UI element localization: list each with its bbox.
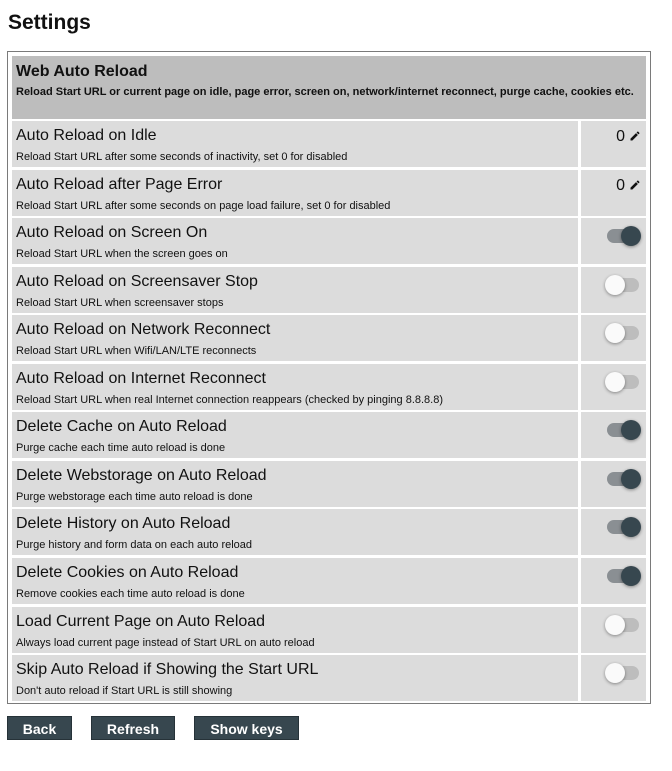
toggle-knob [605, 323, 625, 343]
toggle-switch[interactable] [605, 371, 641, 393]
setting-control-cell [581, 170, 646, 216]
setting-control-cell [581, 461, 646, 507]
toggle-switch[interactable] [605, 468, 641, 490]
toggle-switch[interactable] [605, 614, 641, 636]
setting-title: Delete Cookies on Auto Reload [16, 564, 239, 581]
setting-description: Reload Start URL after some seconds on page load failure, set 0 for disabled [16, 200, 391, 212]
setting-value[interactable]: 0 [616, 128, 625, 145]
setting-row-delete-cache-on-auto-reload[interactable] [12, 412, 646, 458]
setting-text [12, 558, 578, 604]
setting-control-cell [581, 267, 646, 313]
toggle-switch[interactable] [605, 516, 641, 538]
setting-title: Auto Reload on Screen On [16, 224, 208, 241]
web-auto-reload-panel [7, 51, 651, 704]
setting-text [12, 509, 578, 555]
setting-title: Auto Reload on Network Reconnect [16, 321, 271, 338]
setting-text [12, 655, 578, 701]
setting-row-auto-reload-on-internet-reconnect[interactable] [12, 364, 646, 410]
setting-title: Auto Reload on Internet Reconnect [16, 370, 266, 387]
setting-description: Always load current page instead of Start URL on auto reload [16, 637, 315, 649]
setting-description: Reload Start URL when Wifi/LAN/LTE reconnects [16, 345, 257, 357]
setting-text [12, 461, 578, 507]
toggle-knob [605, 663, 625, 683]
toggle-knob [621, 420, 641, 440]
toggle-switch[interactable] [605, 225, 641, 247]
setting-control-cell [581, 412, 646, 458]
toggle-knob [621, 517, 641, 537]
setting-control-cell [581, 558, 646, 604]
setting-control-cell [581, 121, 646, 167]
setting-value[interactable]: 0 [616, 177, 625, 194]
setting-row-load-current-page-on-auto-reload[interactable] [12, 607, 646, 653]
setting-description: Reload Start URL when screensaver stops [16, 297, 224, 309]
setting-control-cell [581, 607, 646, 653]
setting-row-delete-history-on-auto-reload[interactable] [12, 509, 646, 555]
pencil-icon[interactable] [629, 179, 641, 191]
back-button[interactable]: Back [7, 716, 72, 740]
setting-row-auto-reload-after-page-error[interactable] [12, 170, 646, 216]
setting-row-auto-reload-on-screensaver-stop[interactable] [12, 267, 646, 313]
setting-title: Skip Auto Reload if Showing the Start URL [16, 661, 319, 678]
setting-description: Reload Start URL after some seconds of inactivity, set 0 for disabled [16, 151, 348, 163]
setting-control-cell [581, 509, 646, 555]
setting-text [12, 412, 578, 458]
setting-text [12, 170, 578, 216]
section-description: Reload Start URL or current page on idle, page error, screen on, network/internet reconnect, purge cache, cookies etc. [16, 86, 634, 98]
setting-title: Delete Webstorage on Auto Reload [16, 467, 267, 484]
toggle-switch[interactable] [605, 274, 641, 296]
setting-row-delete-cookies-on-auto-reload[interactable] [12, 558, 646, 604]
toggle-switch[interactable] [605, 322, 641, 344]
setting-title: Auto Reload after Page Error [16, 176, 223, 193]
setting-title: Auto Reload on Idle [16, 127, 157, 144]
setting-row-skip-auto-reload-if-showing-the-start-url[interactable] [12, 655, 646, 701]
toggle-switch[interactable] [605, 565, 641, 587]
pencil-icon[interactable] [629, 130, 641, 142]
setting-description: Reload Start URL when real Internet connection reappears (checked by pinging 8.8.8.8) [16, 394, 444, 406]
page-title: Settings [8, 11, 91, 34]
toggle-knob [605, 372, 625, 392]
section-title: Web Auto Reload [16, 63, 148, 80]
setting-title: Delete History on Auto Reload [16, 515, 231, 532]
setting-description: Purge cache each time auto reload is done [16, 442, 226, 454]
setting-control-cell [581, 655, 646, 701]
setting-title: Load Current Page on Auto Reload [16, 613, 266, 630]
section-header [12, 56, 646, 119]
setting-description: Reload Start URL when the screen goes on [16, 248, 228, 260]
toggle-knob [621, 469, 641, 489]
setting-text [12, 315, 578, 361]
setting-row-auto-reload-on-idle[interactable] [12, 121, 646, 167]
setting-description: Remove cookies each time auto reload is done [16, 588, 245, 600]
setting-control-cell [581, 364, 646, 410]
setting-control-cell [581, 315, 646, 361]
setting-row-auto-reload-on-screen-on[interactable] [12, 218, 646, 264]
setting-text [12, 364, 578, 410]
toggle-knob [621, 566, 641, 586]
show-keys-button[interactable]: Show keys [194, 716, 299, 740]
setting-description: Purge history and form data on each auto reload [16, 539, 253, 551]
toggle-knob [605, 275, 625, 295]
setting-description: Purge webstorage each time auto reload is done [16, 491, 253, 503]
setting-row-auto-reload-on-network-reconnect[interactable] [12, 315, 646, 361]
toggle-switch[interactable] [605, 662, 641, 684]
toggle-switch[interactable] [605, 419, 641, 441]
refresh-button[interactable]: Refresh [91, 716, 175, 740]
setting-description: Don't auto reload if Start URL is still showing [16, 685, 233, 697]
setting-text [12, 218, 578, 264]
setting-control-cell [581, 218, 646, 264]
setting-title: Auto Reload on Screensaver Stop [16, 273, 258, 290]
setting-title: Delete Cache on Auto Reload [16, 418, 227, 435]
setting-text [12, 607, 578, 653]
setting-text [12, 267, 578, 313]
toggle-knob [621, 226, 641, 246]
setting-row-delete-webstorage-on-auto-reload[interactable] [12, 461, 646, 507]
setting-text [12, 121, 578, 167]
toggle-knob [605, 615, 625, 635]
